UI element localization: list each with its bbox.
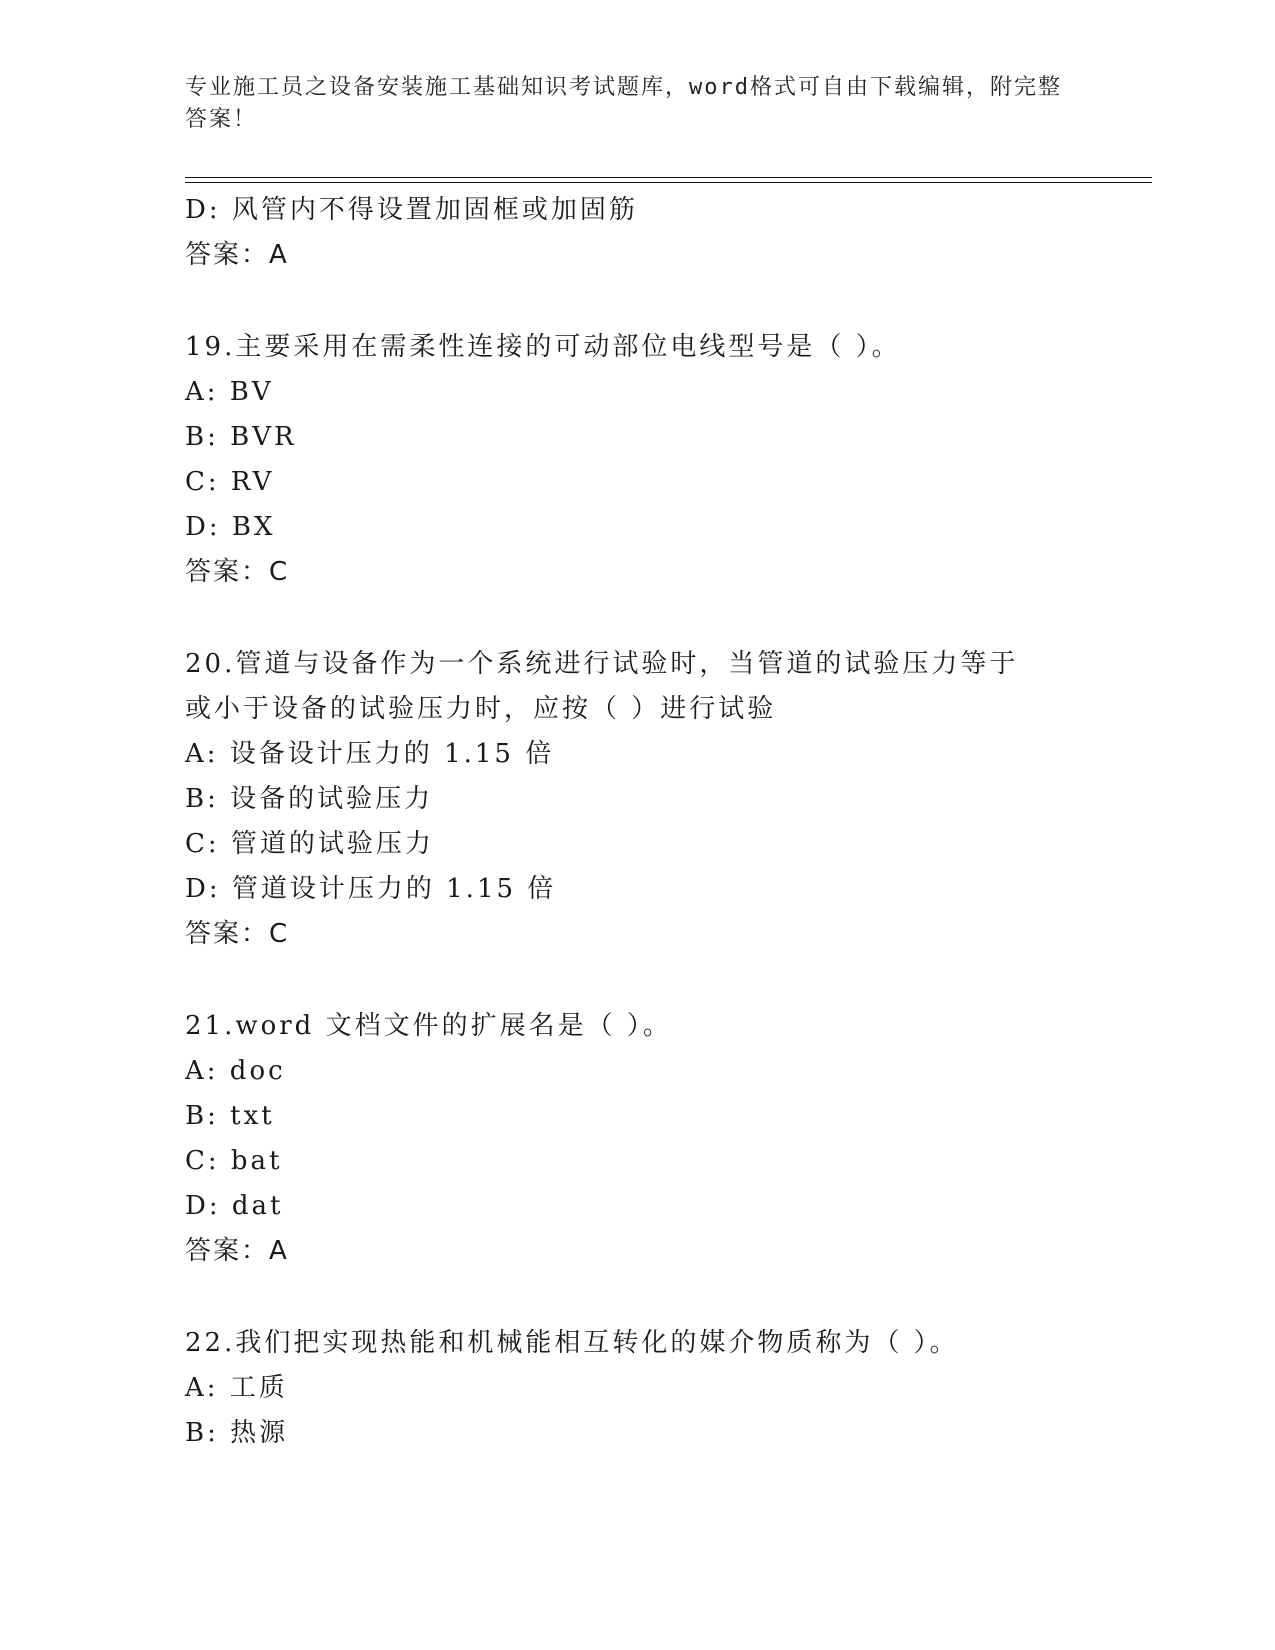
option-d: D: dat [185, 1191, 284, 1221]
answer-line: 答案：A [185, 1236, 289, 1266]
option-a: A: BV [185, 377, 274, 407]
option-a: A: doc [185, 1056, 286, 1086]
header-rule-top [185, 177, 1152, 178]
answer-line: 答案：C [185, 919, 290, 949]
answer-line: 答案：A [185, 240, 289, 270]
option-b: B: BVR [185, 422, 297, 452]
option-c: C: 管道的试验压力 [185, 829, 434, 859]
question-stem-22: 22.我们把实现热能和机械能相互转化的媒介物质称为（ ）。 [185, 1328, 959, 1358]
question-stem-20: 20.管道与设备作为一个系统进行试验时，当管道的试验压力等于或小于设备的试验压力时，应按（ ）进行试验 [185, 649, 1019, 724]
question-stem-21: 21.word 文档文件的扩展名是（ ）。 [185, 1011, 672, 1041]
option-d: D: 管道设计压力的 1.15 倍 [185, 874, 557, 904]
option-c: C: bat [185, 1146, 283, 1176]
option-b: B: 热源 [185, 1418, 289, 1448]
option-b: B: txt [185, 1101, 275, 1131]
header-rule-bottom [185, 182, 1152, 183]
option-a: A: 设备设计压力的 1.15 倍 [185, 739, 555, 769]
option-a: A: 工质 [185, 1373, 288, 1403]
answer-line: 答案：C [185, 557, 290, 587]
option-d: D: 风管内不得设置加固框或加固筋 [185, 195, 638, 225]
option-d: D: BX [185, 512, 276, 542]
option-b: B: 设备的试验压力 [185, 784, 434, 814]
question-list [185, 188, 1075, 1456]
question-stem-19: 19.主要采用在需柔性连接的可动部位电线型号是（ ）。 [185, 332, 901, 362]
page-header: 专业施工员之设备安装施工基础知识考试题库，word格式可自由下载编辑，附完整答案！ [185, 75, 1062, 132]
option-c: C: RV [185, 467, 275, 497]
